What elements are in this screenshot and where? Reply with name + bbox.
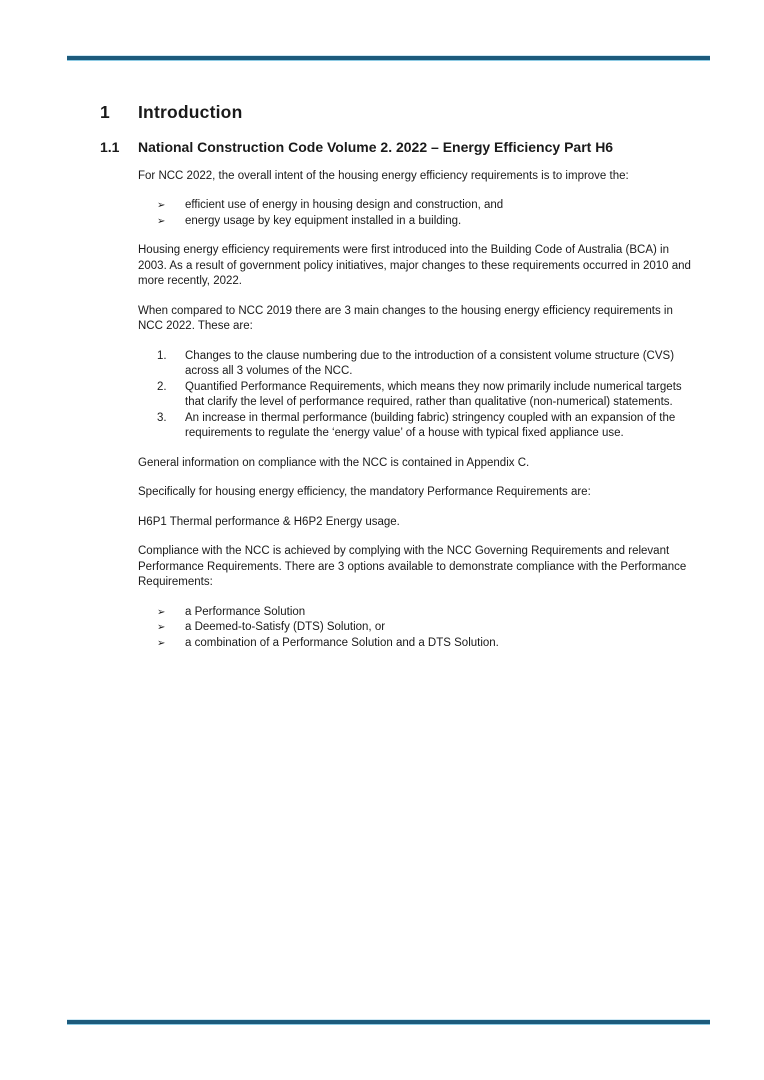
list-item-text: a Performance Solution xyxy=(185,605,306,618)
list-item-text: a Deemed-to-Satisfy (DTS) Solution, or xyxy=(185,621,386,633)
list-item xyxy=(138,198,700,214)
paragraph-compliance: Compliance with the NCC is achieved by complying with the NCC Governing Requirements and relevant Performance Requirements. There are 3 options available to demonstrate compliance with the Performance Requirements: xyxy=(138,545,687,588)
list-item-text: a combination of a Performance Solution and a DTS Solution. xyxy=(185,636,499,649)
list-item xyxy=(138,380,700,411)
list-item-text: Quantified Performance Requirements, which means they now primarily include numerical targets that clarify the level of performance required, rather than qualitative (non-numerical) statements. xyxy=(185,380,682,408)
arrow-bullet-icon: ➢ xyxy=(157,622,166,633)
section-title: Introduction xyxy=(138,102,243,122)
list-item-text: An increase in thermal performance (building fabric) stringency coupled with an expansion of the requirements to regulate the ‘energy value’ of a house with typical fixed appliance use. xyxy=(185,411,676,439)
arrow-bullet-icon: ➢ xyxy=(157,606,166,618)
page-border-bottom-rule xyxy=(67,1019,710,1025)
arrow-bullet-icon: ➢ xyxy=(157,637,166,649)
page-border-top-rule xyxy=(67,55,710,61)
list-number: 2. xyxy=(157,380,167,393)
paragraph-specifically: Specifically for housing energy efficiency, the mandatory Performance Requirements are: xyxy=(138,486,591,498)
body-text-block xyxy=(138,169,700,652)
document-body xyxy=(100,103,702,665)
list-item-text: Changes to the clause numbering due to the introduction of a consistent volume structure (CVS) across all 3 volumes of the NCC. xyxy=(185,349,675,377)
list-item-text: energy usage by key equipment installed in a building. xyxy=(185,214,462,227)
list-item-text: efficient use of energy in housing design and construction, and xyxy=(185,199,504,211)
subsection-heading xyxy=(100,138,702,158)
subsection-number: 1.1 xyxy=(100,139,120,155)
section-number: 1 xyxy=(100,102,110,122)
paragraph-changes: When compared to NCC 2019 there are 3 main changes to the housing energy efficiency requirements in NCC 2022. These are: xyxy=(138,304,673,332)
list-item xyxy=(138,214,700,230)
subsection-title: National Construction Code Volume 2. 2022 – Energy Efficiency Part H6 xyxy=(138,139,614,155)
paragraph-history: Housing energy efficiency requirements were first introduced into the Building Code of Australia (BCA) in 2003. As a result of government policy initiatives, major changes to these requirements occurred in 2010 and more recently, 2022. xyxy=(138,244,691,287)
list-item xyxy=(138,349,700,380)
paragraph-intro: For NCC 2022, the overall intent of the housing energy efficiency requirements is to improve the: xyxy=(138,169,629,182)
paragraph-general: General information on compliance with the NCC is contained in Appendix C. xyxy=(138,456,530,469)
list-item xyxy=(138,411,700,442)
arrow-bullet-icon: ➢ xyxy=(157,200,166,211)
numbered-list-changes xyxy=(138,349,700,442)
list-item xyxy=(138,605,700,621)
list-number: 3. xyxy=(157,411,167,424)
list-number: 1. xyxy=(157,349,167,362)
paragraph-h6p: H6P1 Thermal performance & H6P2 Energy usage. xyxy=(138,515,400,528)
list-item xyxy=(138,636,700,652)
bullet-list-options xyxy=(138,605,700,652)
list-item xyxy=(138,620,700,636)
section-heading xyxy=(100,103,702,121)
arrow-bullet-icon: ➢ xyxy=(157,215,166,227)
bullet-list-intent xyxy=(138,198,700,229)
